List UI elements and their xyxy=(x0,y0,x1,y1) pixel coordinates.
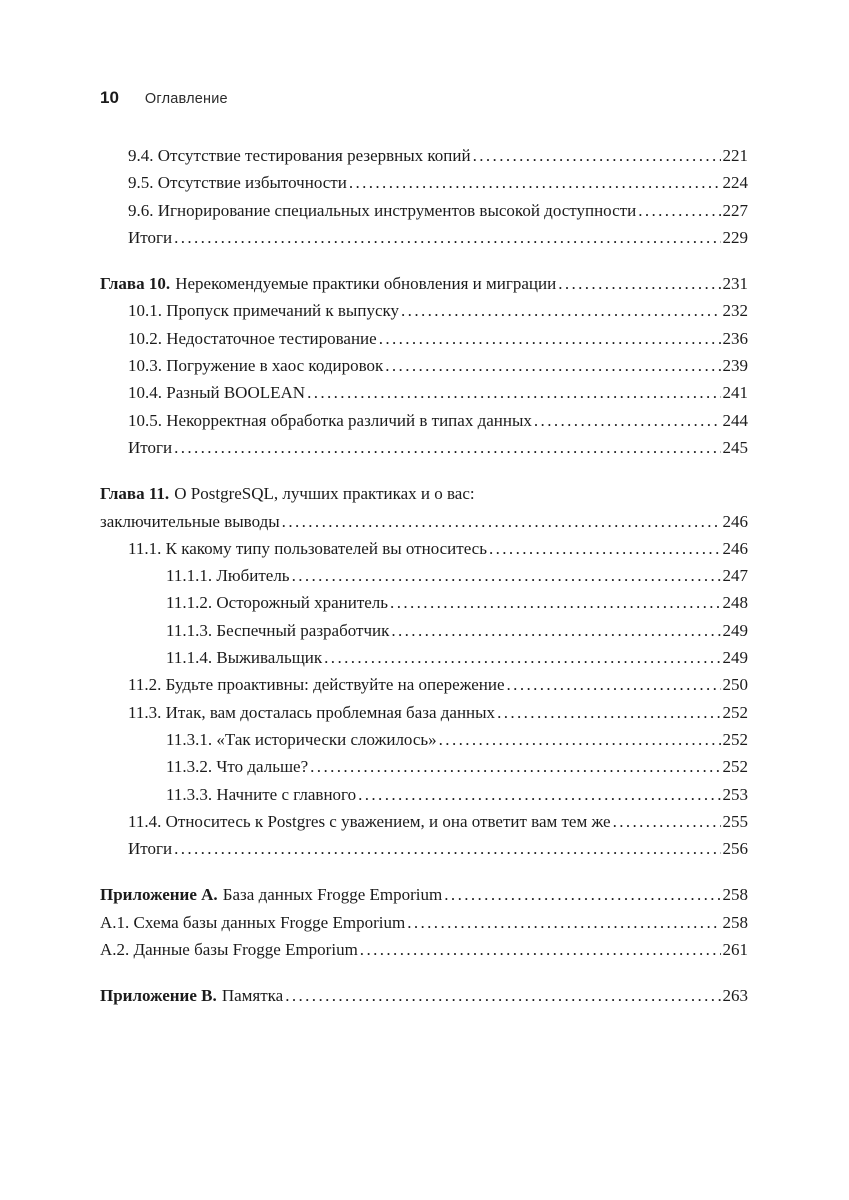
toc-row-title: 10.2. Недостаточное тестирование xyxy=(128,328,377,348)
toc-row-title: 10.5. Некорректная обработка различий в типах данных xyxy=(128,410,532,430)
dot-leader xyxy=(285,982,720,1009)
toc-row-title: 11.1.4. Выживальщик xyxy=(166,648,323,668)
toc-row xyxy=(100,781,748,808)
toc-page-number: 249 xyxy=(722,648,748,668)
toc-row-title: Итоги xyxy=(128,437,173,457)
toc-row-title: 11.1.1. Любитель xyxy=(166,566,290,586)
dot-leader xyxy=(292,562,721,589)
toc-page-number: 246 xyxy=(722,511,748,531)
dot-leader xyxy=(401,297,720,324)
toc-row-title: База данных Frogge Emporium xyxy=(222,885,443,905)
dot-leader xyxy=(613,808,721,835)
toc-row xyxy=(100,325,748,352)
dot-leader xyxy=(489,535,721,562)
toc-page-number: 258 xyxy=(722,885,748,905)
dot-leader xyxy=(473,142,721,169)
toc-page-number: 239 xyxy=(722,356,748,376)
toc-row xyxy=(100,835,748,862)
toc-row-bold-prefix: Глава 10. xyxy=(100,274,171,294)
toc-page-number: 258 xyxy=(722,912,748,932)
toc-row xyxy=(100,270,748,297)
dot-leader xyxy=(385,352,720,379)
toc-page-number: 252 xyxy=(722,757,748,777)
toc-row-bold-prefix: Приложение А. xyxy=(100,885,218,905)
toc-row xyxy=(100,982,748,1009)
dot-leader xyxy=(174,835,720,862)
toc-page-number: 248 xyxy=(722,593,748,613)
toc-row-title: 9.6. Игнорирование специальных инструментов высокой доступности xyxy=(128,200,637,220)
toc-row xyxy=(100,808,748,835)
toc-row-title: О PostgreSQL, лучших практиках и о вас: xyxy=(174,484,475,504)
toc-page-number: 252 xyxy=(722,729,748,749)
dot-leader xyxy=(282,508,721,535)
toc-page-number: 253 xyxy=(722,784,748,804)
dot-leader xyxy=(391,617,720,644)
toc-row xyxy=(100,197,748,224)
dot-leader xyxy=(349,169,721,196)
toc-row-title: 10.3. Погружение в хаос кодировок xyxy=(128,356,384,376)
toc-row xyxy=(100,142,748,169)
toc-row xyxy=(100,535,748,562)
toc-row-title: 9.4. Отсутствие тестирования резервных копий xyxy=(128,146,471,165)
toc-page-number: 249 xyxy=(722,620,748,640)
toc-row xyxy=(100,352,748,379)
toc-row xyxy=(100,644,748,671)
toc-row xyxy=(100,909,748,936)
toc-row xyxy=(100,434,748,461)
toc-row-title: заключительные выводы xyxy=(100,511,280,531)
page-header-title: Оглавление xyxy=(144,91,228,107)
dot-leader xyxy=(310,753,720,780)
page-header xyxy=(100,88,228,108)
toc-row xyxy=(100,169,748,196)
toc-row-title: А.2. Данные базы Frogge Emporium xyxy=(100,940,358,960)
toc-page-number: 255 xyxy=(722,811,748,831)
toc-page-number: 236 xyxy=(722,328,748,348)
toc-row xyxy=(100,726,748,753)
dot-leader xyxy=(174,434,720,461)
toc-page-number: 227 xyxy=(722,200,748,220)
toc-page-number: 245 xyxy=(722,437,748,457)
toc-row-bold-prefix: Приложение В. xyxy=(100,986,217,1006)
toc-page-number: 256 xyxy=(722,839,748,859)
toc-row-title: Итоги xyxy=(128,227,173,247)
toc-row xyxy=(100,379,748,406)
dot-leader xyxy=(558,270,720,297)
toc-page-number: 241 xyxy=(722,383,748,403)
toc-page-number: 244 xyxy=(722,410,748,430)
toc-row xyxy=(100,407,748,434)
dot-leader xyxy=(534,407,721,434)
toc-row-title: Памятка xyxy=(221,986,284,1006)
toc-row xyxy=(100,508,748,535)
dot-leader xyxy=(379,325,721,352)
dot-leader xyxy=(638,197,720,224)
dot-leader xyxy=(360,936,721,963)
toc-row-title: 11.4. Относитесь к Postgres с уважением, и она ответит вам тем же xyxy=(128,811,611,831)
toc-page-number: 250 xyxy=(722,675,748,695)
toc-row-title: 11.3.2. Что дальше? xyxy=(166,757,309,777)
toc-row xyxy=(100,297,748,324)
dot-leader xyxy=(444,881,720,908)
toc-row-title: А.1. Схема базы данных Frogge Emporium xyxy=(100,912,406,932)
toc-row-title: 10.4. Разный BOOLEAN xyxy=(128,383,306,403)
dot-leader xyxy=(439,726,721,753)
toc-row xyxy=(100,699,748,726)
toc-row xyxy=(100,480,748,507)
toc-page-number: 247 xyxy=(722,566,748,586)
toc-page-number: 221 xyxy=(722,146,748,165)
toc-row xyxy=(100,753,748,780)
dot-leader xyxy=(407,909,720,936)
toc-row-title: 11.1.3. Беспечный разработчик xyxy=(166,620,390,640)
toc-page-number: 224 xyxy=(722,173,748,193)
toc-page-number: 229 xyxy=(722,227,748,247)
dot-leader xyxy=(390,589,720,616)
toc-row xyxy=(100,671,748,698)
dot-leader xyxy=(307,379,720,406)
dot-leader xyxy=(174,224,720,251)
toc-page-number: 261 xyxy=(722,940,748,960)
toc-page-number: 232 xyxy=(722,301,748,321)
dot-leader xyxy=(358,781,720,808)
toc-row xyxy=(100,589,748,616)
toc-row-title: Итоги xyxy=(128,839,173,859)
toc-page-number: 231 xyxy=(722,274,748,294)
toc-row-title: 11.3. Итак, вам досталась проблемная база данных xyxy=(128,702,496,722)
toc-row xyxy=(100,881,748,908)
toc-page-number: 246 xyxy=(722,538,748,558)
toc-row xyxy=(100,224,748,251)
toc-row xyxy=(100,617,748,644)
toc-row-title: 9.5. Отсутствие избыточности xyxy=(128,173,347,193)
toc-row-title: Нерекомендуемые практики обновления и миграции xyxy=(175,274,557,294)
toc-row-title: 11.3.1. «Так исторически сложилось» xyxy=(166,729,437,749)
toc-list xyxy=(100,142,748,1010)
dot-leader xyxy=(507,671,721,698)
toc-row xyxy=(100,936,748,963)
toc-row-title: 10.1. Пропуск примечаний к выпуску xyxy=(128,301,400,321)
toc-row-title: 11.1.2. Осторожный хранитель xyxy=(166,593,389,613)
page-number: 10 xyxy=(100,88,119,107)
toc-page-number: 263 xyxy=(722,986,748,1006)
dot-leader xyxy=(324,644,720,671)
toc-row-title: 11.1. К какому типу пользователей вы относитесь xyxy=(128,538,487,558)
toc-row-bold-prefix: Глава 11. xyxy=(100,484,170,504)
toc-row-title: 11.3.3. Начните с главного xyxy=(166,784,357,804)
toc-row-title: 11.2. Будьте проактивны: действуйте на опережение xyxy=(128,675,505,695)
toc-row xyxy=(100,562,748,589)
toc-page-number: 252 xyxy=(722,702,748,722)
dot-leader xyxy=(497,699,720,726)
